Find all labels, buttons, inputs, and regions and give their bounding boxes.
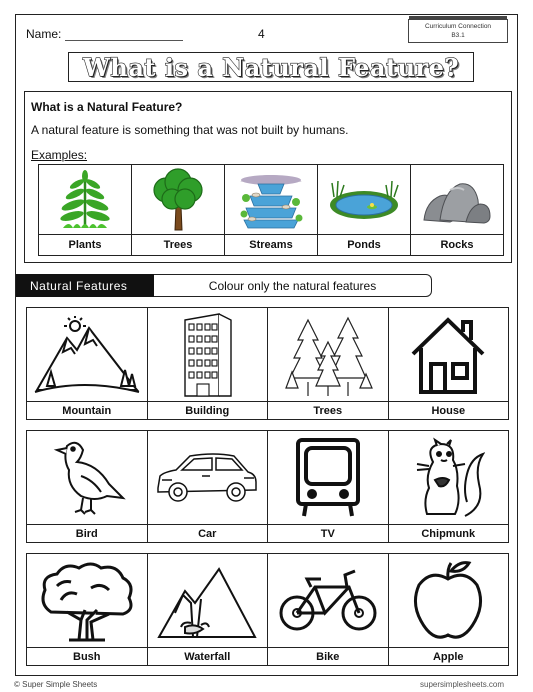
activity-label: Building xyxy=(148,401,268,419)
tree-icon xyxy=(149,168,207,232)
example-label: Streams xyxy=(225,234,317,255)
pond-icon xyxy=(326,175,402,225)
activity-cell[interactable] xyxy=(148,554,269,665)
activity-label: Car xyxy=(148,524,268,542)
curriculum-connection-box xyxy=(408,19,508,43)
rocks-icon xyxy=(420,176,494,224)
page-number: 4 xyxy=(258,27,265,41)
name-field[interactable] xyxy=(26,27,183,41)
car-icon xyxy=(154,448,260,508)
page-title: What is a Natural Feature? xyxy=(82,52,460,82)
examples-table xyxy=(38,164,504,256)
title-banner xyxy=(68,52,474,82)
activity-cell[interactable] xyxy=(389,308,509,419)
activity-cell[interactable] xyxy=(27,308,148,419)
example-cell xyxy=(132,165,225,255)
name-line[interactable] xyxy=(65,29,183,41)
stream-icon xyxy=(236,168,306,232)
info-question: What is a Natural Feature? xyxy=(31,100,183,114)
plant-icon xyxy=(55,170,115,230)
example-cell xyxy=(318,165,411,255)
instruction-box: Colour only the natural features xyxy=(154,274,432,297)
activity-label: Waterfall xyxy=(148,647,268,665)
pine-trees-icon xyxy=(278,312,378,398)
mountain-icon xyxy=(33,316,141,394)
curriculum-label: Curriculum Connection xyxy=(424,23,492,30)
example-label: Rocks xyxy=(411,234,503,255)
examples-label: Examples: xyxy=(31,148,88,162)
building-icon xyxy=(177,312,237,398)
natural-features-banner: Natural Features xyxy=(16,274,154,297)
bird-icon xyxy=(47,436,127,520)
example-label: Trees xyxy=(132,234,224,255)
activity-cell[interactable] xyxy=(148,308,269,419)
activity-label: House xyxy=(389,401,509,419)
activity-label: Bird xyxy=(27,524,147,542)
copyright-text: © Super Simple Sheets xyxy=(14,680,98,689)
tv-icon xyxy=(292,436,364,520)
activity-label: Bush xyxy=(27,647,147,665)
apple-icon xyxy=(411,559,485,643)
info-definition: A natural feature is something that was not built by humans. xyxy=(31,123,349,137)
activity-row xyxy=(26,307,509,420)
example-label: Ponds xyxy=(318,234,410,255)
waterfall-icon xyxy=(155,563,259,639)
activity-label: Apple xyxy=(389,647,509,665)
name-label: Name: xyxy=(26,27,62,41)
activity-cell[interactable] xyxy=(389,554,509,665)
site-link[interactable]: supersimplesheets.com xyxy=(420,680,505,689)
activity-cell[interactable] xyxy=(268,431,389,542)
activity-cell[interactable] xyxy=(389,431,509,542)
house-icon xyxy=(409,314,487,396)
activity-cell[interactable] xyxy=(27,431,148,542)
info-box xyxy=(24,91,512,263)
worksheet-page xyxy=(15,14,518,676)
bike-icon xyxy=(275,567,381,635)
chipmunk-icon xyxy=(411,436,485,520)
activity-cell[interactable] xyxy=(268,308,389,419)
activity-row xyxy=(26,430,509,543)
example-cell xyxy=(225,165,318,255)
activity-row xyxy=(26,553,509,666)
activity-label: TV xyxy=(268,524,388,542)
activity-cell[interactable] xyxy=(27,554,148,665)
activity-label: Chipmunk xyxy=(389,524,509,542)
bush-icon xyxy=(37,560,137,642)
example-cell xyxy=(39,165,132,255)
example-cell xyxy=(411,165,503,255)
activity-label: Trees xyxy=(268,401,388,419)
curriculum-code: B3.1 xyxy=(451,32,465,39)
activity-cell[interactable] xyxy=(268,554,389,665)
activity-cell[interactable] xyxy=(148,431,269,542)
example-label: Plants xyxy=(39,234,131,255)
activity-label: Bike xyxy=(268,647,388,665)
activity-label: Mountain xyxy=(27,401,147,419)
